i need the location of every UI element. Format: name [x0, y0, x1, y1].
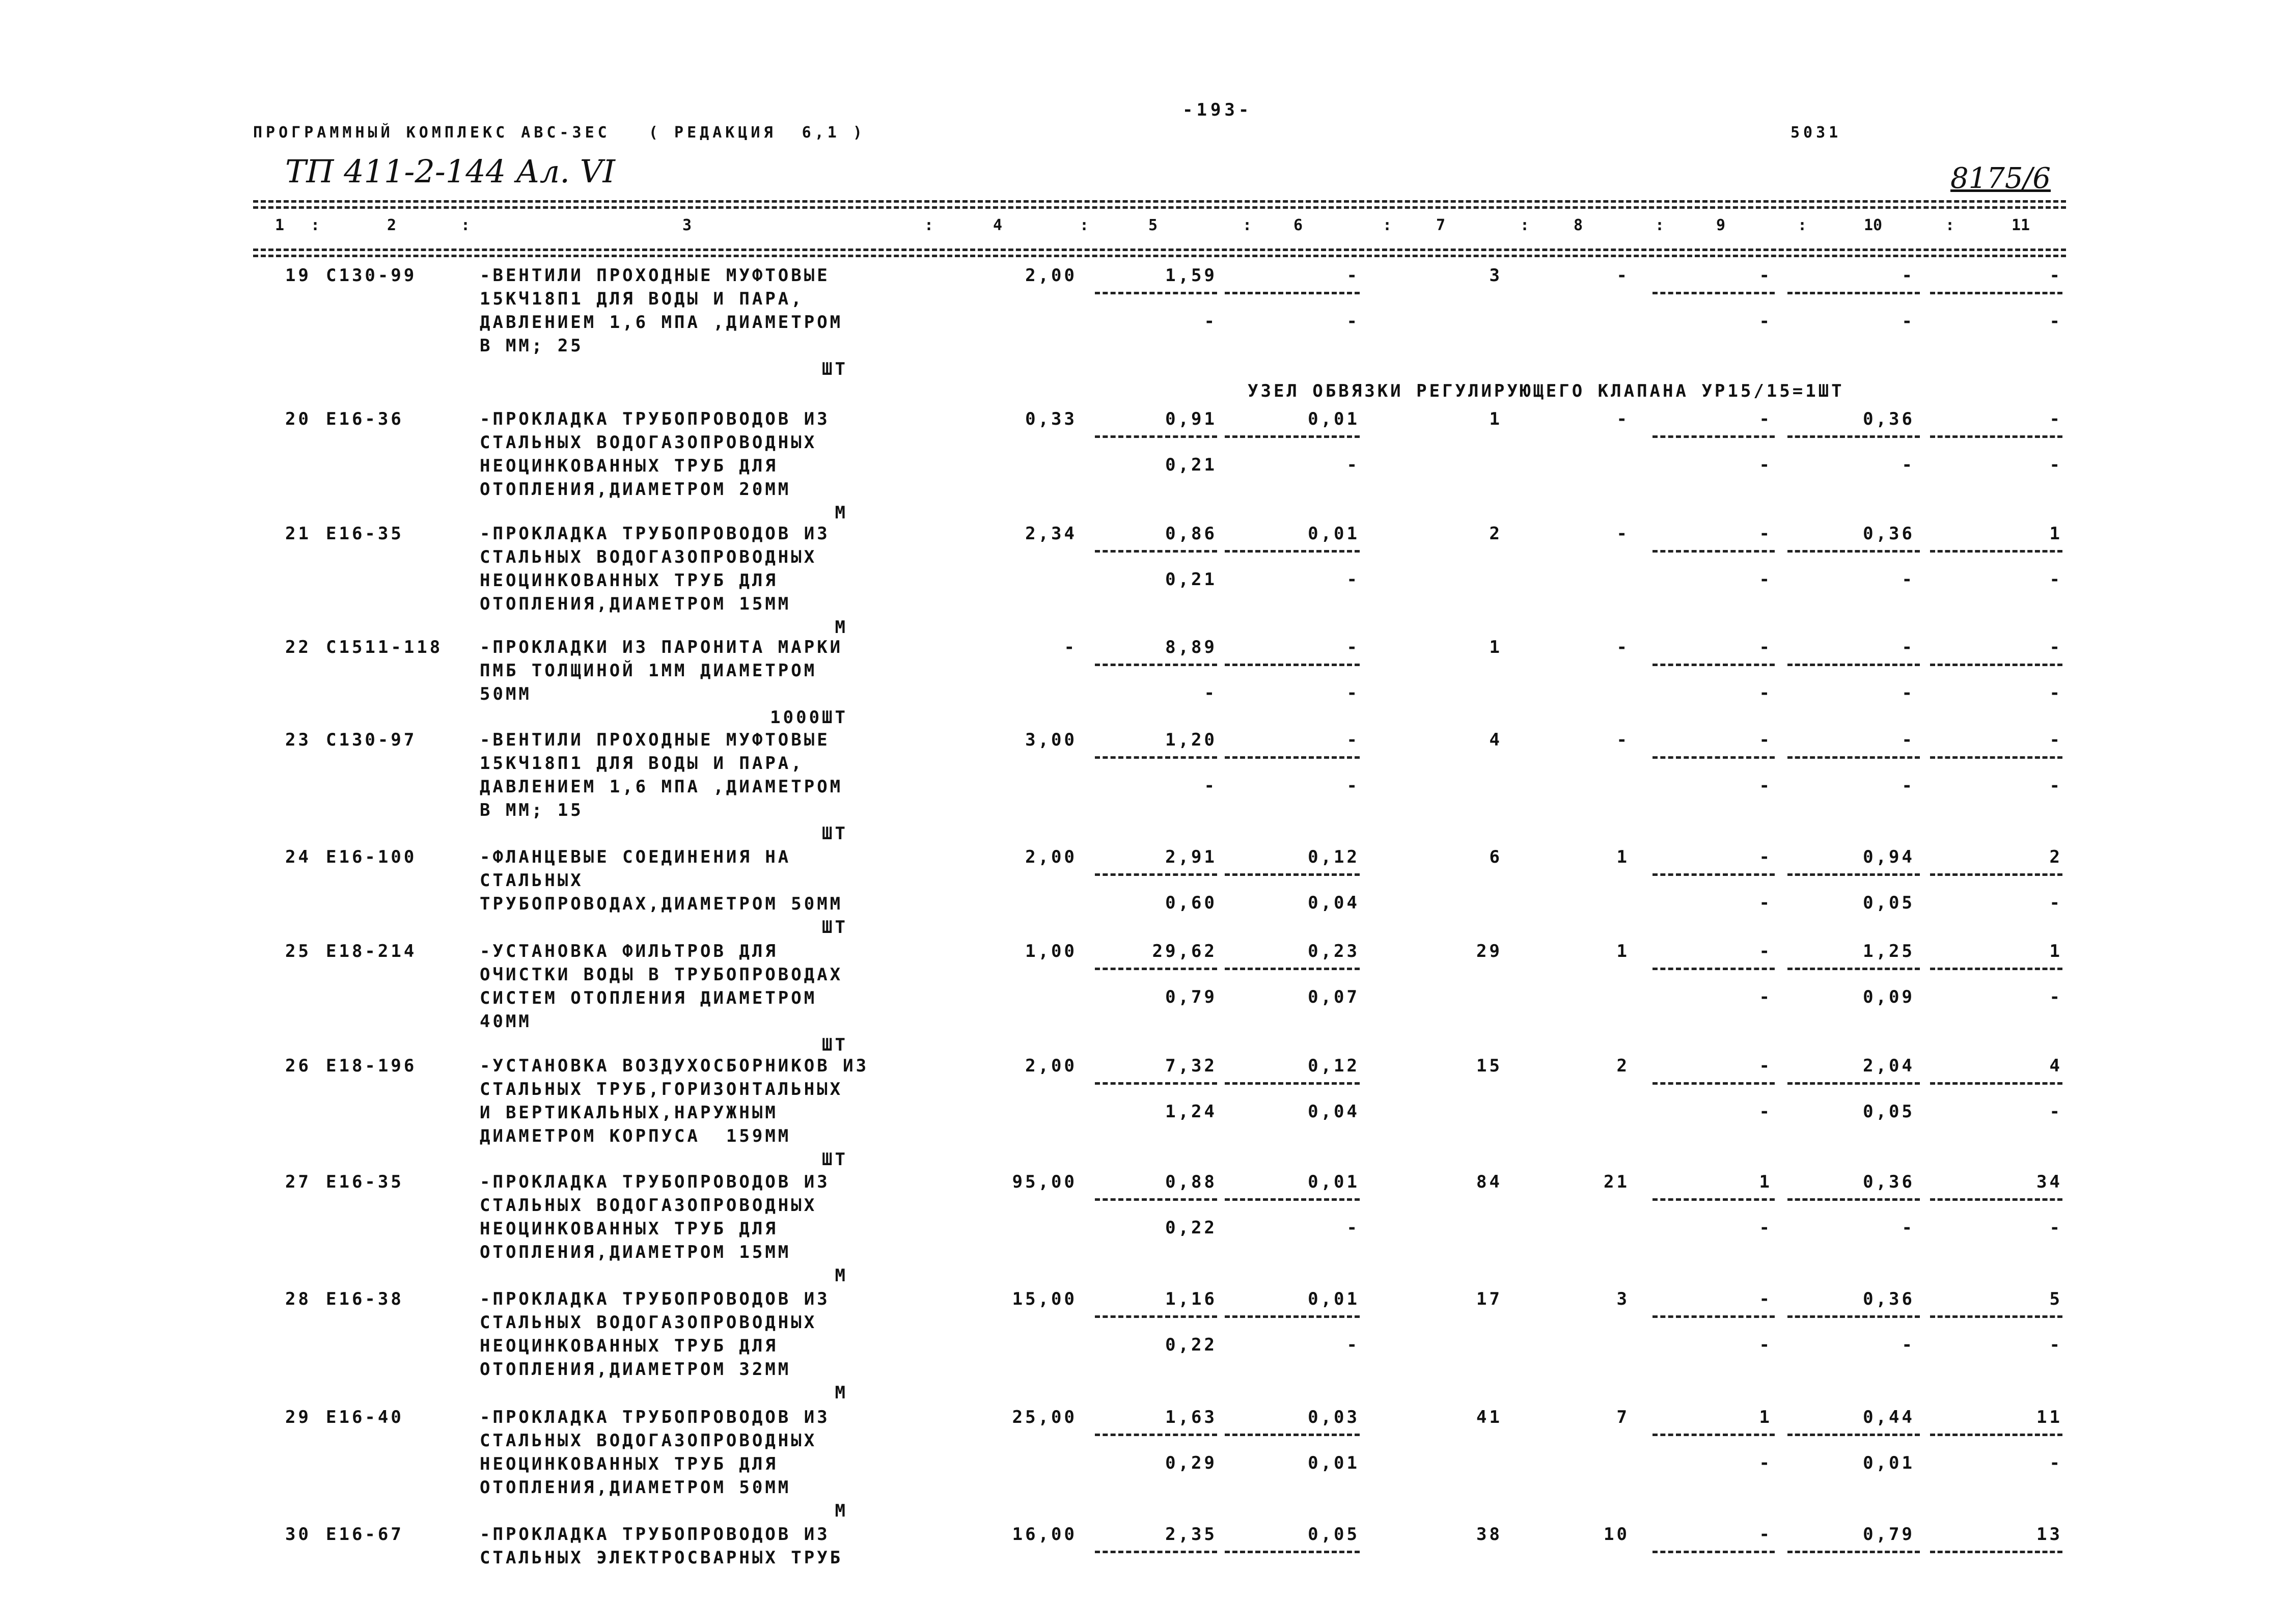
quantity: -	[1064, 637, 1077, 657]
row-code: Е16-35	[326, 524, 404, 544]
labor-total: -	[2049, 409, 2062, 429]
column-separator: :	[1383, 216, 1392, 234]
unit-cost-machine-wages: -	[1346, 1218, 1360, 1238]
total-wages: 10	[1604, 1524, 1630, 1545]
sub-divider	[1225, 756, 1360, 759]
unit-cost-machines: 0,21	[1165, 455, 1217, 475]
table-top-rule	[253, 200, 2066, 203]
labor-total-2: -	[2049, 569, 2062, 590]
row-description: -ПРОКЛАДКИ ИЗ ПАРОНИТА МАРКИ ПМБ ТОЛЩИНОЙ 1ММ ДИАМЕТРОМ 50ММ	[480, 637, 843, 704]
unit-cost-machine-wages: -	[1346, 569, 1360, 590]
labor-total: 5	[2049, 1289, 2062, 1309]
sub-divider	[1930, 1198, 2062, 1201]
unit-cost-machine-wages: -	[1346, 311, 1360, 332]
total-wages: -	[1616, 730, 1630, 750]
column-number-2: 2	[387, 216, 397, 234]
unit-cost-machines: 0,79	[1165, 987, 1217, 1007]
labor-per-unit-2: -	[1902, 1218, 1915, 1238]
labor-per-unit: 0,79	[1863, 1524, 1915, 1545]
column-separator: :	[924, 216, 934, 234]
labor-total-2: -	[2049, 1335, 2062, 1355]
sub-divider	[1930, 1082, 2062, 1085]
row-description: -ПРОКЛАДКА ТРУБОПРОВОДОВ ИЗ СТАЛЬНЫХ ВОДОГАЗОПРОВОДНЫХ НЕОЦИНКОВАННЫХ ТРУБ ДЛЯ ОТОПЛЕНИЯ,ДИАМЕТРОМ 50ММ	[480, 1407, 830, 1498]
total-wages: -	[1616, 637, 1630, 657]
sub-divider	[1652, 664, 1775, 666]
machine-cost: 1	[1759, 1172, 1772, 1192]
row-unit: ШТ	[822, 1035, 848, 1055]
row-code: С130-97	[326, 730, 417, 750]
labor-per-unit-2: -	[1902, 455, 1915, 475]
labor-per-unit-2: 0,09	[1863, 987, 1915, 1007]
unit-cost: 2,35	[1165, 1524, 1217, 1545]
column-separator: :	[461, 216, 471, 234]
total-cost: 1	[1489, 409, 1502, 429]
labor-per-unit: 2,04	[1863, 1056, 1915, 1076]
unit-cost-machines: 1,24	[1165, 1102, 1217, 1122]
total-wages: 21	[1604, 1172, 1630, 1192]
quantity: 16,00	[1012, 1524, 1077, 1545]
row-code: Е18-214	[326, 941, 417, 961]
total-wages: 2	[1616, 1056, 1630, 1076]
unit-cost-wages: 0,05	[1308, 1524, 1360, 1545]
labor-per-unit: -	[1902, 730, 1915, 750]
unit-cost-machine-wages: -	[1346, 1335, 1360, 1355]
labor-total: 11	[2036, 1407, 2062, 1427]
machine-cost-2: -	[1759, 1335, 1772, 1355]
unit-cost-machines: -	[1204, 683, 1217, 703]
unit-cost-wages: 0,01	[1308, 1172, 1360, 1192]
unit-cost-machine-wages: 0,01	[1308, 1453, 1360, 1473]
total-cost: 84	[1476, 1172, 1502, 1192]
total-cost: 1	[1489, 637, 1502, 657]
unit-cost: 29,62	[1152, 941, 1217, 961]
row-unit: М	[835, 1501, 848, 1521]
sub-divider	[1095, 292, 1217, 294]
row-number: 25	[285, 941, 311, 961]
unit-cost-machine-wages: -	[1346, 683, 1360, 703]
labor-per-unit-2: 0,05	[1863, 893, 1915, 913]
row-number: 24	[285, 847, 311, 867]
unit-cost-machines: 0,22	[1165, 1335, 1217, 1355]
sub-divider	[1225, 873, 1360, 876]
labor-per-unit: 0,36	[1863, 524, 1915, 544]
sub-divider	[1095, 756, 1217, 759]
unit-cost-wages: -	[1346, 730, 1360, 750]
labor-total: -	[2049, 265, 2062, 286]
total-cost: 38	[1476, 1524, 1502, 1545]
sub-divider	[1930, 1551, 2062, 1553]
labor-total: -	[2049, 730, 2062, 750]
total-cost: 15	[1476, 1056, 1502, 1076]
row-description: -ВЕНТИЛИ ПРОХОДНЫЕ МУФТОВЫЕ 15КЧ18П1 ДЛЯ ВОДЫ И ПАРА, ДАВЛЕНИЕМ 1,6 МПА ,ДИАМЕТРОМ В ММ; 25	[480, 265, 843, 356]
total-cost: 6	[1489, 847, 1502, 867]
unit-cost-machines: 0,29	[1165, 1453, 1217, 1473]
quantity: 3,00	[1025, 730, 1077, 750]
quantity: 25,00	[1012, 1407, 1077, 1427]
machine-cost: -	[1759, 409, 1772, 429]
labor-per-unit: 0,36	[1863, 1289, 1915, 1309]
unit-cost: 0,91	[1165, 409, 1217, 429]
sub-divider	[1225, 1551, 1360, 1553]
row-code: С1511-118	[326, 637, 443, 657]
labor-total: -	[2049, 637, 2062, 657]
unit-cost-wages: 0,12	[1308, 847, 1360, 867]
machine-cost-2: -	[1759, 1102, 1772, 1122]
column-number-1: 1	[275, 216, 285, 234]
sub-divider	[1930, 1315, 2062, 1318]
unit-cost-machines: -	[1204, 311, 1217, 332]
total-cost: 4	[1489, 730, 1502, 750]
unit-cost-machines: -	[1204, 776, 1217, 796]
labor-per-unit: -	[1902, 265, 1915, 286]
column-separator: :	[1243, 216, 1252, 234]
machine-cost: -	[1759, 265, 1772, 286]
row-code: Е16-38	[326, 1289, 404, 1309]
row-description: -ПРОКЛАДКА ТРУБОПРОВОДОВ ИЗ СТАЛЬНЫХ ЭЛЕКТРОСВАРНЫХ ТРУБ	[480, 1524, 843, 1568]
sub-divider	[1930, 550, 2062, 553]
sub-divider	[1225, 292, 1360, 294]
row-code: Е16-35	[326, 1172, 404, 1192]
unit-cost-machine-wages: 0,04	[1308, 1102, 1360, 1122]
labor-total-2: -	[2049, 987, 2062, 1007]
total-cost: 17	[1476, 1289, 1502, 1309]
sub-divider	[1095, 1551, 1217, 1553]
row-number: 22	[285, 637, 311, 657]
column-number-6: 6	[1293, 216, 1303, 234]
sub-divider	[1652, 1082, 1775, 1085]
unit-cost-machines: 0,60	[1165, 893, 1217, 913]
section-title: УЗЕЛ ОБВЯЗКИ РЕГУЛИРУЮЩЕГО КЛАПАНА УР15/15=1ШТ	[1248, 381, 1844, 401]
unit-cost-wages: 0,03	[1308, 1407, 1360, 1427]
labor-per-unit: 1,25	[1863, 941, 1915, 961]
row-description: -ФЛАНЦЕВЫЕ СОЕДИНЕНИЯ НА СТАЛЬНЫХ ТРУБОПРОВОДАХ,ДИАМЕТРОМ 50ММ	[480, 847, 843, 914]
sub-divider	[1930, 435, 2062, 438]
sub-divider	[1095, 1315, 1217, 1318]
labor-per-unit-2: 0,05	[1863, 1102, 1915, 1122]
column-number-11: 11	[2012, 216, 2030, 234]
row-code: Е16-40	[326, 1407, 404, 1427]
sub-divider	[1652, 1198, 1775, 1201]
column-number-3: 3	[682, 216, 692, 234]
labor-per-unit: 0,36	[1863, 1172, 1915, 1192]
column-separator: :	[1655, 216, 1665, 234]
sub-divider	[1095, 968, 1217, 970]
sub-divider	[1787, 756, 1920, 759]
labor-per-unit: 0,36	[1863, 409, 1915, 429]
table-header-bottom-rule-2	[253, 255, 2066, 257]
labor-per-unit: 0,44	[1863, 1407, 1915, 1427]
total-wages: 1	[1616, 847, 1630, 867]
unit-cost-machine-wages: -	[1346, 455, 1360, 475]
column-number-7: 7	[1436, 216, 1446, 234]
row-description: -ВЕНТИЛИ ПРОХОДНЫЕ МУФТОВЫЕ 15КЧ18П1 ДЛЯ ВОДЫ И ПАРА, ДАВЛЕНИЕМ 1,6 МПА ,ДИАМЕТРОМ В ММ; 15	[480, 730, 843, 820]
labor-total-2: -	[2049, 893, 2062, 913]
sub-divider	[1225, 1198, 1360, 1201]
machine-cost-2: -	[1759, 987, 1772, 1007]
sub-divider	[1930, 292, 2062, 294]
handwritten-reference: ТП 411-2-144 Ал. VI	[285, 153, 615, 190]
row-description: -ПРОКЛАДКА ТРУБОПРОВОДОВ ИЗ СТАЛЬНЫХ ВОДОГАЗОПРОВОДНЫХ НЕОЦИНКОВАННЫХ ТРУБ ДЛЯ ОТОПЛЕНИЯ,ДИАМЕТРОМ 20ММ	[480, 409, 830, 500]
labor-per-unit-2: -	[1902, 569, 1915, 590]
unit-cost-machine-wages: 0,04	[1308, 893, 1360, 913]
quantity: 1,00	[1025, 941, 1077, 961]
quantity: 15,00	[1012, 1289, 1077, 1309]
unit-cost-machine-wages: 0,07	[1308, 987, 1360, 1007]
total-wages: 7	[1616, 1407, 1630, 1427]
quantity: 95,00	[1012, 1172, 1077, 1192]
row-code: Е16-36	[326, 409, 404, 429]
sub-divider	[1787, 664, 1920, 666]
row-number: 27	[285, 1172, 311, 1192]
sub-divider	[1787, 1082, 1920, 1085]
machine-cost-2: -	[1759, 455, 1772, 475]
total-cost: 3	[1489, 265, 1502, 286]
sub-divider	[1095, 664, 1217, 666]
sub-divider	[1095, 1082, 1217, 1085]
unit-cost-machines: 0,21	[1165, 569, 1217, 590]
labor-total-2: -	[2049, 1102, 2062, 1122]
labor-total-2: -	[2049, 455, 2062, 475]
row-unit: М	[835, 1265, 848, 1286]
labor-total: 13	[2036, 1524, 2062, 1545]
row-unit: М	[835, 1383, 848, 1403]
unit-cost: 0,86	[1165, 524, 1217, 544]
sub-divider	[1652, 1551, 1775, 1553]
labor-total: 4	[2049, 1056, 2062, 1076]
labor-total-2: -	[2049, 776, 2062, 796]
unit-cost-wages: 0,01	[1308, 1289, 1360, 1309]
program-title: ПРОГРАММНЫЙ КОМПЛЕКС АВС-ЗЕС ( РЕДАКЦИЯ 6,1 )	[253, 124, 866, 142]
machine-cost-2: -	[1759, 776, 1772, 796]
column-separator: :	[1520, 216, 1530, 234]
machine-cost-2: -	[1759, 569, 1772, 590]
sub-divider	[1652, 756, 1775, 759]
sub-divider	[1787, 550, 1920, 553]
sub-divider	[1787, 873, 1920, 876]
labor-total: 34	[2036, 1172, 2062, 1192]
labor-per-unit-2: 0,01	[1863, 1453, 1915, 1473]
row-unit: М	[835, 503, 848, 523]
unit-cost: 7,32	[1165, 1056, 1217, 1076]
machine-cost: -	[1759, 730, 1772, 750]
sub-divider	[1652, 968, 1775, 970]
sub-divider	[1652, 292, 1775, 294]
total-wages: 3	[1616, 1289, 1630, 1309]
row-number: 19	[285, 265, 311, 286]
quantity: 2,00	[1025, 265, 1077, 286]
machine-cost: -	[1759, 524, 1772, 544]
unit-cost-wages: 0,01	[1308, 524, 1360, 544]
sub-divider	[1787, 292, 1920, 294]
row-description: -ПРОКЛАДКА ТРУБОПРОВОДОВ ИЗ СТАЛЬНЫХ ВОДОГАЗОПРОВОДНЫХ НЕОЦИНКОВАННЫХ ТРУБ ДЛЯ ОТОПЛЕНИЯ,ДИАМЕТРОМ 32ММ	[480, 1289, 830, 1380]
sub-divider	[1930, 664, 2062, 666]
row-unit: ШТ	[822, 823, 848, 844]
row-code: Е18-196	[326, 1056, 417, 1076]
row-unit: ШТ	[822, 359, 848, 379]
machine-cost-2: -	[1759, 1218, 1772, 1238]
machine-cost: -	[1759, 637, 1772, 657]
unit-cost: 2,91	[1165, 847, 1217, 867]
total-wages: -	[1616, 409, 1630, 429]
column-number-9: 9	[1716, 216, 1726, 234]
unit-cost-machines: 0,22	[1165, 1218, 1217, 1238]
document-code: 5031	[1791, 124, 1842, 142]
sub-divider	[1787, 1198, 1920, 1201]
unit-cost-wages: 0,23	[1308, 941, 1360, 961]
row-unit: 1000ШТ	[770, 707, 848, 728]
row-number: 21	[285, 524, 311, 544]
sub-divider	[1225, 968, 1360, 970]
labor-per-unit: -	[1902, 637, 1915, 657]
sub-divider	[1652, 435, 1775, 438]
column-number-10: 10	[1864, 216, 1883, 234]
unit-cost: 0,88	[1165, 1172, 1217, 1192]
quantity: 2,00	[1025, 847, 1077, 867]
row-number: 23	[285, 730, 311, 750]
labor-per-unit-2: -	[1902, 311, 1915, 332]
unit-cost-wages: -	[1346, 637, 1360, 657]
row-code: Е16-67	[326, 1524, 404, 1545]
unit-cost-wages: 0,01	[1308, 409, 1360, 429]
machine-cost-2: -	[1759, 1453, 1772, 1473]
sub-divider	[1787, 1315, 1920, 1318]
unit-cost: 1,20	[1165, 730, 1217, 750]
machine-cost: -	[1759, 1524, 1772, 1545]
unit-cost-wages: -	[1346, 265, 1360, 286]
row-unit: ШТ	[822, 1149, 848, 1170]
sub-divider	[1930, 756, 2062, 759]
labor-total-2: -	[2049, 311, 2062, 332]
labor-total-2: -	[2049, 1218, 2062, 1238]
column-separator: :	[311, 216, 320, 234]
labor-total-2: -	[2049, 683, 2062, 703]
total-wages: -	[1616, 265, 1630, 286]
sub-divider	[1225, 550, 1360, 553]
sub-divider	[1225, 1434, 1360, 1436]
unit-cost-machine-wages: -	[1346, 776, 1360, 796]
sub-divider	[1095, 550, 1217, 553]
total-cost: 41	[1476, 1407, 1502, 1427]
labor-total: 2	[2049, 847, 2062, 867]
row-description: -ПРОКЛАДКА ТРУБОПРОВОДОВ ИЗ СТАЛЬНЫХ ВОДОГАЗОПРОВОДНЫХ НЕОЦИНКОВАННЫХ ТРУБ ДЛЯ ОТОПЛЕНИЯ,ДИАМЕТРОМ 15ММ	[480, 1172, 830, 1262]
column-number-5: 5	[1148, 216, 1158, 234]
sub-divider	[1930, 968, 2062, 970]
column-separator: :	[1945, 216, 1955, 234]
machine-cost: -	[1759, 847, 1772, 867]
labor-per-unit-2: -	[1902, 683, 1915, 703]
labor-per-unit-2: -	[1902, 1335, 1915, 1355]
sub-divider	[1787, 1434, 1920, 1436]
unit-cost-wages: 0,12	[1308, 1056, 1360, 1076]
sub-divider	[1652, 1434, 1775, 1436]
row-unit: М	[835, 617, 848, 638]
quantity: 2,00	[1025, 1056, 1077, 1076]
sub-divider	[1225, 435, 1360, 438]
quantity: 0,33	[1025, 409, 1077, 429]
labor-total-2: -	[2049, 1453, 2062, 1473]
sub-divider	[1225, 1315, 1360, 1318]
sub-divider	[1930, 1434, 2062, 1436]
unit-cost: 8,89	[1165, 637, 1217, 657]
machine-cost: -	[1759, 1056, 1772, 1076]
column-separator: :	[1080, 216, 1089, 234]
total-cost: 29	[1476, 941, 1502, 961]
row-code: С130-99	[326, 265, 417, 286]
sub-divider	[1095, 1198, 1217, 1201]
sub-divider	[1095, 435, 1217, 438]
row-number: 20	[285, 409, 311, 429]
labor-total: 1	[2049, 524, 2062, 544]
row-code: Е16-100	[326, 847, 417, 867]
machine-cost-2: -	[1759, 311, 1772, 332]
total-wages: 1	[1616, 941, 1630, 961]
row-description: -УСТАНОВКА ФИЛЬТРОВ ДЛЯ ОЧИСТКИ ВОДЫ В ТРУБОПРОВОДАХ СИСТЕМ ОТОПЛЕНИЯ ДИАМЕТРОМ 40ММ	[480, 941, 843, 1032]
unit-cost: 1,59	[1165, 265, 1217, 286]
labor-total: 1	[2049, 941, 2062, 961]
machine-cost-2: -	[1759, 683, 1772, 703]
row-unit: ШТ	[822, 917, 848, 938]
machine-cost-2: -	[1759, 893, 1772, 913]
sub-divider	[1787, 1551, 1920, 1553]
row-description: -ПРОКЛАДКА ТРУБОПРОВОДОВ ИЗ СТАЛЬНЫХ ВОДОГАЗОПРОВОДНЫХ НЕОЦИНКОВАННЫХ ТРУБ ДЛЯ ОТОПЛЕНИЯ,ДИАМЕТРОМ 15ММ	[480, 524, 830, 614]
quantity: 2,34	[1025, 524, 1077, 544]
column-number-4: 4	[993, 216, 1003, 234]
machine-cost: -	[1759, 941, 1772, 961]
sub-divider	[1225, 1082, 1360, 1085]
column-number-8: 8	[1574, 216, 1583, 234]
sub-divider	[1652, 873, 1775, 876]
sub-divider	[1095, 873, 1217, 876]
total-wages: -	[1616, 524, 1630, 544]
machine-cost: -	[1759, 1289, 1772, 1309]
labor-per-unit-2: -	[1902, 776, 1915, 796]
sub-divider	[1787, 435, 1920, 438]
handwritten-sheet-number: 8175/6	[1950, 162, 2051, 195]
page-number: -193-	[1182, 100, 1253, 120]
sub-divider	[1225, 664, 1360, 666]
machine-cost: 1	[1759, 1407, 1772, 1427]
table-header-bottom-rule	[253, 249, 2066, 251]
row-number: 29	[285, 1407, 311, 1427]
sub-divider	[1652, 550, 1775, 553]
row-number: 30	[285, 1524, 311, 1545]
table-top-rule-2	[253, 206, 2066, 209]
column-separator: :	[1798, 216, 1807, 234]
row-number: 26	[285, 1056, 311, 1076]
total-cost: 2	[1489, 524, 1502, 544]
unit-cost: 1,16	[1165, 1289, 1217, 1309]
unit-cost: 1,63	[1165, 1407, 1217, 1427]
sub-divider	[1652, 1315, 1775, 1318]
sub-divider	[1930, 873, 2062, 876]
sub-divider	[1787, 968, 1920, 970]
labor-per-unit: 0,94	[1863, 847, 1915, 867]
row-description: -УСТАНОВКА ВОЗДУХОСБОРНИКОВ ИЗ СТАЛЬНЫХ ТРУБ,ГОРИЗОНТАЛЬНЫХ И ВЕРТИКАЛЬНЫХ,НАРУЖНЫМ ДИАМЕТРОМ КОРПУСА 159ММ	[480, 1056, 869, 1146]
sub-divider	[1095, 1434, 1217, 1436]
row-number: 28	[285, 1289, 311, 1309]
